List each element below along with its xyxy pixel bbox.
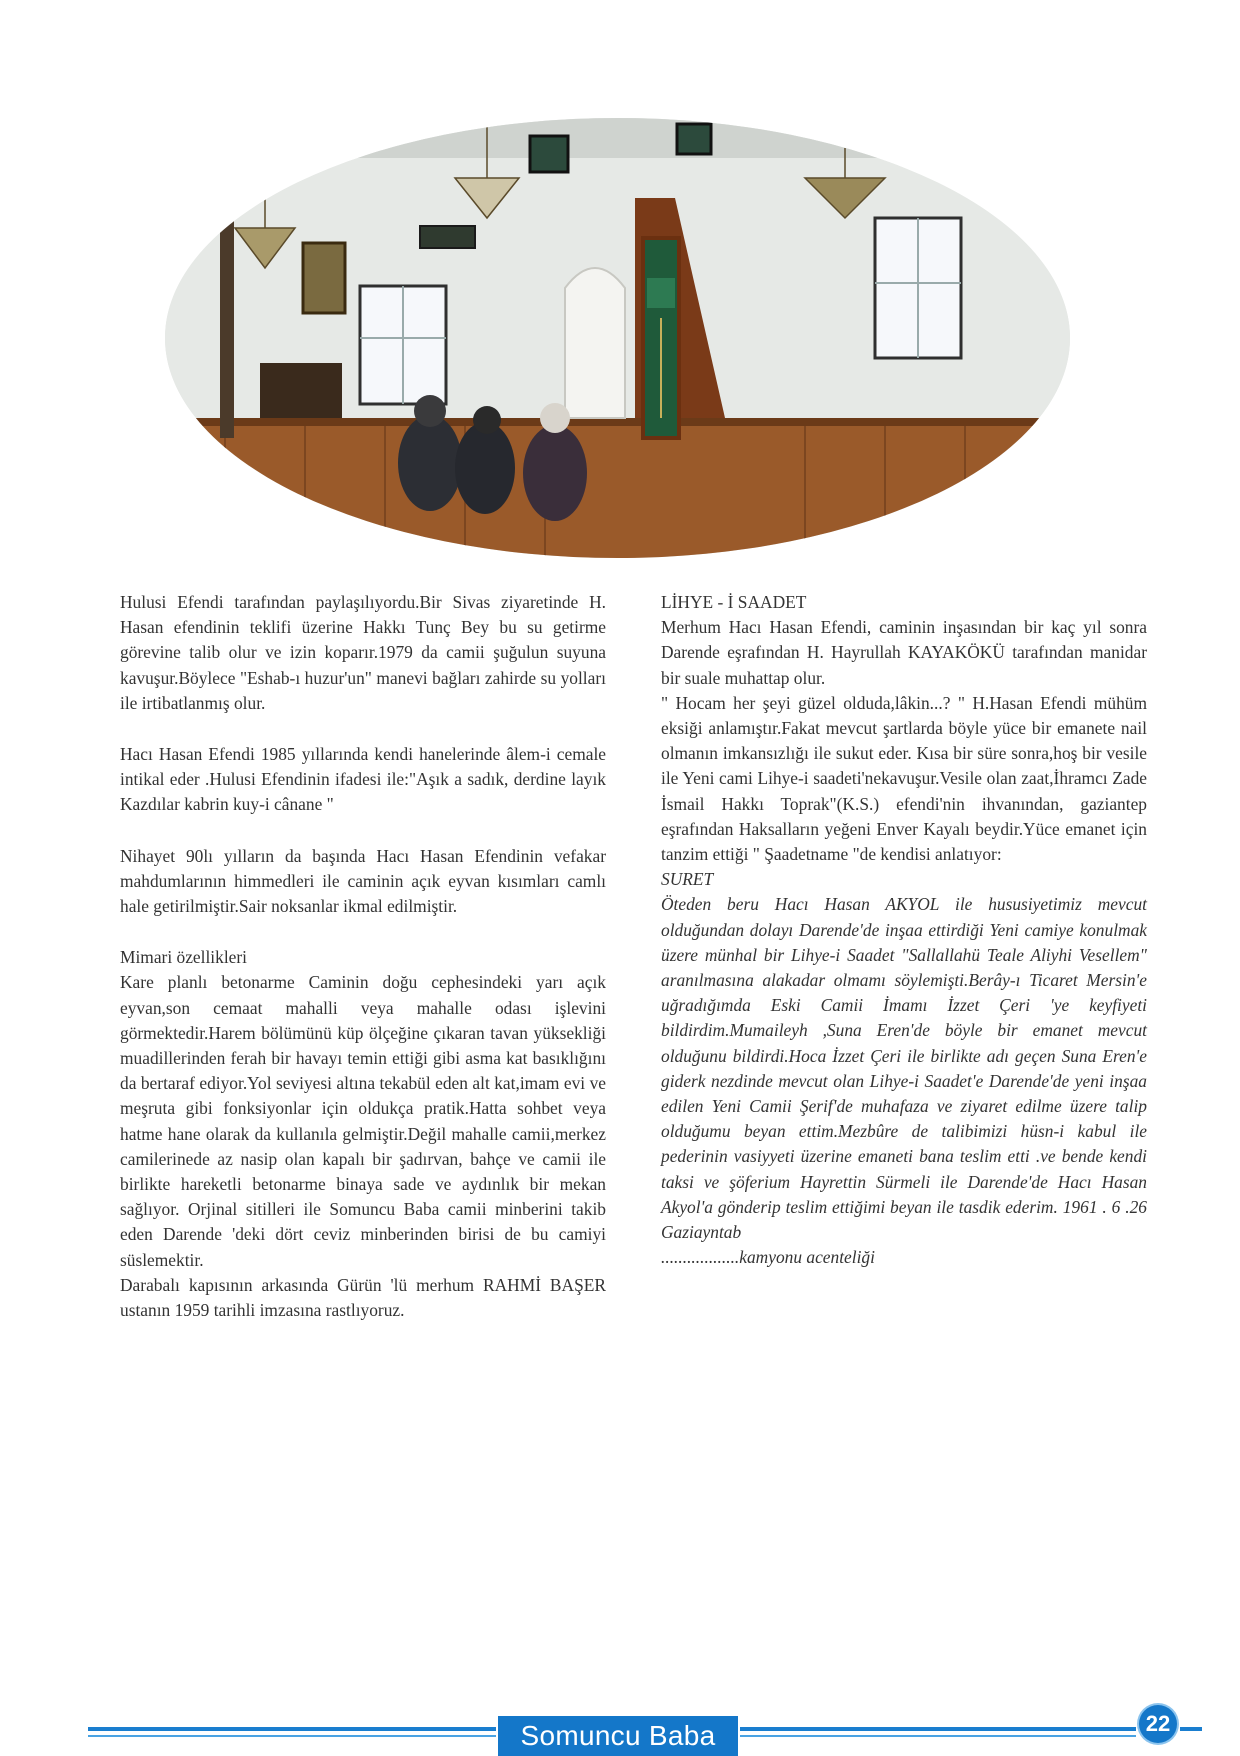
footer-brand: Somuncu Baba [498, 1716, 738, 1756]
signature-line: ..................kamyonu acenteliği [661, 1247, 875, 1268]
left-paragraph-4: Kare planlı betonarme Caminin doğu cephesindeki yarı açık eyvan,son cemaat mahalli veya mahalle odası işlevini görmektedir.Harem bölümünü küp ölçeğine çıkaran tavan yüksekliği muadillerinden ferah bir havayı temin ettiği gibi asma kat basıklığını da bertaraf ediyor.Yol seviyesi altına tekabül eden alt kat,imam evi ve meşruta gibi fonksiyonlar için oldukça pratik.Hatta sohbet veya hatme hane olarak da kullanıla gelmiştir.Değil mahalle camii,merkez camilerinede az nasip olan kapalı bir şadırvan, bahçe ve camii ile birlikte hareketli betonarme binaya sade ve aydınlık bir mekan sağlıyor. Orjinal sitilleri ile Somuncu Baba camii minberini takib eden Darende 'deki dört ceviz minberinden birisi de bu camiyi süslemektir. [120, 972, 606, 1270]
footer-rule-left-thin [88, 1735, 496, 1737]
left-paragraph-2: Hacı Hasan Efendi 1985 yıllarında kendi hanelerinde âlem-i cemale intikal eder .Hulusi Efendinin ifadesi ile:"Aşık a sadık, derdine layık Kazdılar kabrin kuy-i cânane " [120, 744, 606, 815]
footer-rule-left [88, 1727, 496, 1731]
left-column [120, 590, 606, 1323]
right-column [661, 590, 1147, 1270]
left-paragraph-3: Nihayet 90lı yılların da başında Hacı Hasan Efendinin vefakar mahdumlarının himmedleri ile caminin açık eyvan kısımları camlı hale getirilmiştir.Sair noksanlar ikmal edilmiştir. [120, 845, 606, 917]
mosque-interior-photo [165, 118, 1070, 558]
mimari-heading: Mimari özellikleri [120, 947, 248, 968]
right-paragraph-2: " Hocam her şeyi güzel olduda,lâkin...? " H.Hasan Efendi mühüm eksiği anlamıştır.Fakat mevcut şartlarda böyle yüce bir emanete nail olmanın imkansızlığı ile sukut eder. Kısa bir süre sonra,hoş bir vesile ile Yeni cami Lihye-i saadeti'nekavuşur.Vesile olan zaat,İhramcı Zade İsmail Hakkı Toprak"(K.S.) efendi'nin ihvanından, gaziantep eşrafından Haksalların yeğeni Enver Kayalı beydir.Yüce emanet için tanzim ettiği " Şaadetname "de kendisi anlatıyor: [661, 692, 1147, 865]
left-paragraph-5: Darabalı kapısının arkasında Gürün 'lü merhum RAHMİ BAŞER ustanın 1959 tarihli imzasına rastlıyoruz. [120, 1274, 606, 1321]
page-number: 22 [1139, 1705, 1177, 1743]
right-paragraph-1: Merhum Hacı Hasan Efendi, caminin inşasından bir kaç yıl sonra Darende eşrafından H. Hayrullah KAYAKÖKÜ tarafından manidar bir suale muhattap olur. [661, 617, 1147, 688]
footer-rule-right-thin [740, 1735, 1136, 1737]
mosque-interior-illustration [165, 118, 1070, 558]
left-paragraph-1: Hulusi Efendi tarafından paylaşılıyordu.Bir Sivas ziyaretinde H. Hasan efendinin teklifi üzerine Hakkı Tunç Bey bu su getirme görevine talib olur ve izin koparır.1979 da camii şuğulun suyuna kavuşur.Böylece "Eshab-ı huzur'un" manevi bağları zahirde su yolları ile irtibatlanmış olur. [120, 592, 606, 713]
right-paragraph-3: Öteden beru Hacı Hasan AKYOL ile hususiyetimiz mevcut olduğundan dolayı Darende'de inşaa ettirdiği Yeni camiye konulmak üzere münhal bir Lihye-i Saadet "Sallallahü Teale Aliyhi Vesellem" aranılmasına alakadar olmamı söylemişti.Berây-ı Ticaret Mersin'e uğradığımda Eski Camii İmamı İzzet Çeri 'ye keyfiyeti bildirdim.Mumaileyh ,Suna Eren'de böyle bir emanet mevcut olduğunu bildirdi.Hoca İzzet Çeri ile birlikte adı geçen Suna Eren'e giderk nezdinde mevcut olan Lihye-i Saadet'e Darende'de yeni inşaa edilen Yeni Camii Şerif'de muhafaza ve ziyaret edilme üzere talip olduğumu beyan ettim.Mezbûre de talibimizi hüsn-i kabul ile pederinin vasiyyeti üzerine emaneti bana teslim etti .ve bende kendi taksi ve şöferium Hayrettin Sürmeli ile Darende'de Hacı Hasan Akyol'a gönderip teslim ettiğimi beyan ile tasdik ederim. 1961 . 6 .26 Gaziayntab [661, 894, 1147, 1243]
footer-rule-end [1180, 1727, 1202, 1731]
suret-heading: SURET [661, 869, 714, 890]
lihye-heading: LİHYE - İ SAADET [661, 592, 807, 612]
footer-rule-right [740, 1727, 1136, 1731]
